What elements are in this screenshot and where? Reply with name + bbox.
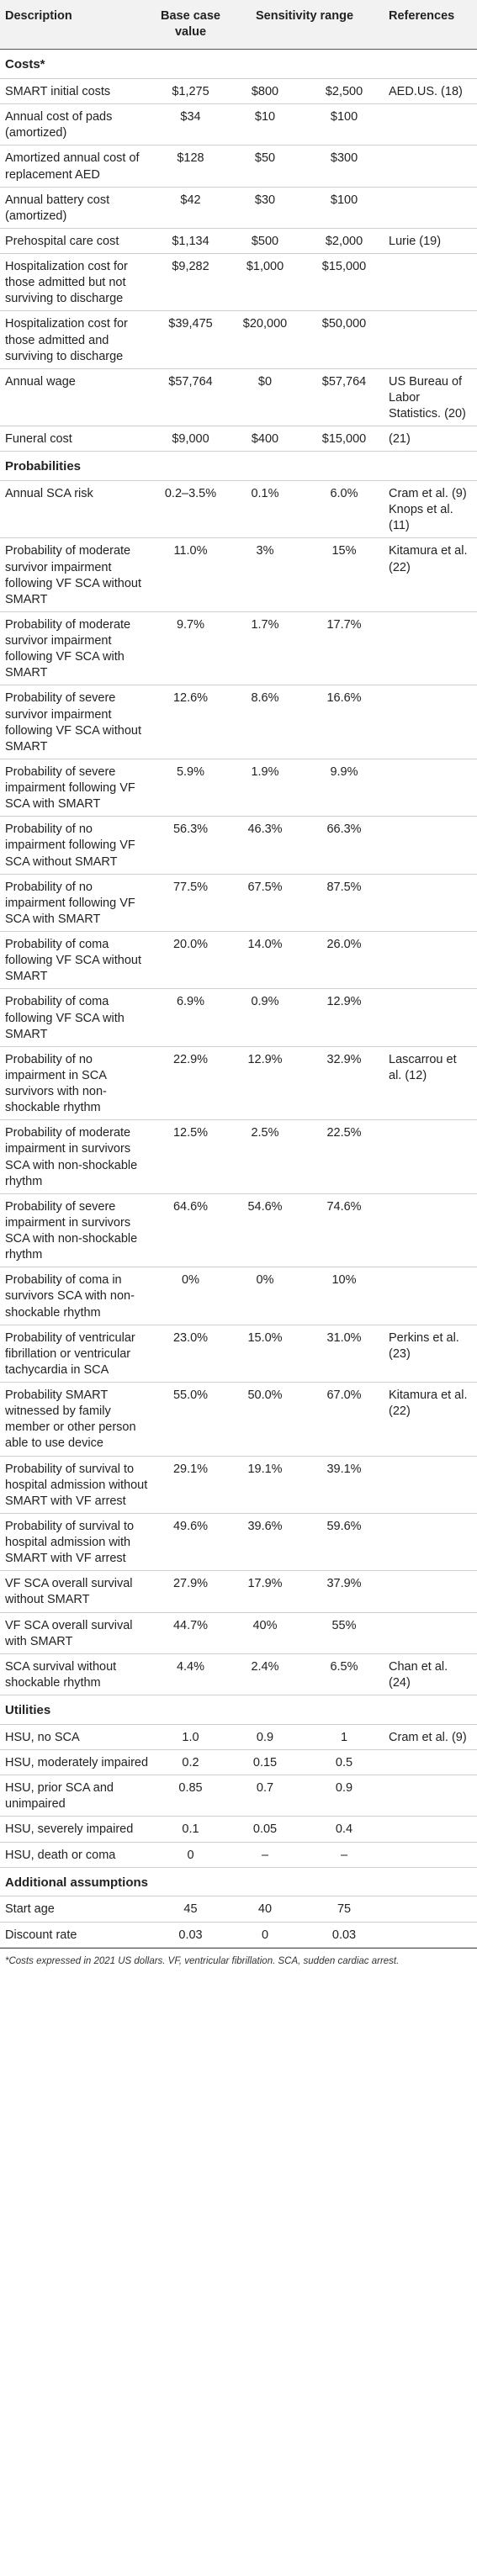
cell-range-low: 19.1% — [225, 1456, 305, 1513]
cell-reference — [384, 1842, 477, 1867]
cell-base-case: $57,764 — [156, 368, 225, 426]
table-row — [0, 1456, 477, 1513]
cell-reference: AED.US. (18) — [384, 79, 477, 104]
cell-base-case: 49.6% — [156, 1513, 225, 1570]
cell-reference — [384, 1922, 477, 1947]
table-row — [0, 368, 477, 426]
cell-reference: Cram et al. (9) Knops et al. (11) — [384, 481, 477, 538]
cell-reference: Perkins et al. (23) — [384, 1325, 477, 1382]
table-row — [0, 1750, 477, 1775]
cell-description: Probability of survival to hospital admission with SMART with VF arrest — [0, 1513, 156, 1570]
cell-range-low: $1,000 — [225, 254, 305, 311]
cell-range-high: 59.6% — [305, 1513, 384, 1570]
cell-range-low: 0.1% — [225, 481, 305, 538]
cell-base-case: $9,000 — [156, 426, 225, 452]
cell-reference: (21) — [384, 426, 477, 452]
cell-description: Probability of coma following VF SCA without SMART — [0, 932, 156, 989]
cell-range-high: 55% — [305, 1612, 384, 1653]
cell-base-case: 29.1% — [156, 1456, 225, 1513]
table-row — [0, 1046, 477, 1120]
cell-range-high: 0.03 — [305, 1922, 384, 1947]
cell-range-low: $10 — [225, 104, 305, 145]
cell-range-low: $30 — [225, 187, 305, 228]
table-row — [0, 1612, 477, 1653]
cell-range-high: $15,000 — [305, 426, 384, 452]
cell-reference — [384, 685, 477, 759]
cell-base-case: 0.85 — [156, 1775, 225, 1817]
cell-range-low: 8.6% — [225, 685, 305, 759]
cell-base-case: 6.9% — [156, 989, 225, 1046]
cell-range-high: $57,764 — [305, 368, 384, 426]
cell-range-low: 0 — [225, 1922, 305, 1947]
cell-description: Probability of moderate survivor impairment following VF SCA without SMART — [0, 538, 156, 612]
table-row — [0, 1325, 477, 1382]
table-row — [0, 932, 477, 989]
cell-range-high: 9.9% — [305, 759, 384, 816]
cell-base-case: $1,134 — [156, 228, 225, 253]
cell-range-high: $2,000 — [305, 228, 384, 253]
cell-description: HSU, death or coma — [0, 1842, 156, 1867]
cell-range-low: $400 — [225, 426, 305, 452]
cell-reference — [384, 1267, 477, 1325]
table-row — [0, 481, 477, 538]
table-row — [0, 1817, 477, 1842]
table-row — [0, 311, 477, 368]
table-row — [0, 1571, 477, 1612]
cell-range-low: $800 — [225, 79, 305, 104]
cell-description: HSU, no SCA — [0, 1724, 156, 1749]
cell-range-high: 32.9% — [305, 1046, 384, 1120]
cell-range-low: $0 — [225, 368, 305, 426]
cell-description: Discount rate — [0, 1922, 156, 1947]
cell-range-low: 0.9 — [225, 1724, 305, 1749]
cell-range-low: 0.7 — [225, 1775, 305, 1817]
section-label: Probabilities — [0, 452, 477, 481]
cell-base-case: 11.0% — [156, 538, 225, 612]
cell-base-case: 55.0% — [156, 1383, 225, 1457]
section-label: Additional assumptions — [0, 1867, 477, 1896]
cell-range-low: 54.6% — [225, 1193, 305, 1267]
cell-range-high: 0.5 — [305, 1750, 384, 1775]
header-row — [0, 0, 477, 50]
table-row — [0, 759, 477, 816]
cell-base-case: 0 — [156, 1842, 225, 1867]
section-row — [0, 1695, 477, 1725]
cell-description: VF SCA overall survival without SMART — [0, 1571, 156, 1612]
cell-base-case: 0.2 — [156, 1750, 225, 1775]
cell-description: Probability of no impairment following VF SCA with SMART — [0, 874, 156, 931]
cell-range-low: 46.3% — [225, 817, 305, 874]
table-row — [0, 426, 477, 452]
cell-range-high: 31.0% — [305, 1325, 384, 1382]
cell-range-high: 39.1% — [305, 1456, 384, 1513]
cell-reference — [384, 104, 477, 145]
cell-range-high: $15,000 — [305, 254, 384, 311]
header-references: References — [384, 0, 477, 50]
cell-range-low: 3% — [225, 538, 305, 612]
cell-base-case: 22.9% — [156, 1046, 225, 1120]
cell-range-high: 74.6% — [305, 1193, 384, 1267]
cell-reference — [384, 1612, 477, 1653]
cell-range-low: – — [225, 1842, 305, 1867]
cell-reference — [384, 817, 477, 874]
cell-range-low: 12.9% — [225, 1046, 305, 1120]
cell-reference: Kitamura et al. (22) — [384, 1383, 477, 1457]
cell-range-high: 12.9% — [305, 989, 384, 1046]
cell-range-low: 1.7% — [225, 611, 305, 685]
cell-reference — [384, 1193, 477, 1267]
cell-reference: Lurie (19) — [384, 228, 477, 253]
table-row — [0, 1653, 477, 1695]
cell-description: Probability of coma in survivors SCA with non-shockable rhythm — [0, 1267, 156, 1325]
cell-range-high: 22.5% — [305, 1120, 384, 1194]
cell-base-case: $42 — [156, 187, 225, 228]
cell-base-case: 4.4% — [156, 1653, 225, 1695]
cell-base-case: 64.6% — [156, 1193, 225, 1267]
cell-base-case: 12.5% — [156, 1120, 225, 1194]
cell-description: HSU, severely impaired — [0, 1817, 156, 1842]
table-footnote: *Costs expressed in 2021 US dollars. VF, ventricular fibrillation. SCA, sudden cardiac arrest. — [0, 1948, 477, 1969]
cell-reference — [384, 311, 477, 368]
table-row — [0, 538, 477, 612]
cell-range-high: 66.3% — [305, 817, 384, 874]
table-row — [0, 1896, 477, 1922]
cell-range-high: 1 — [305, 1724, 384, 1749]
cell-base-case: 56.3% — [156, 817, 225, 874]
cell-reference — [384, 254, 477, 311]
cell-description: Probability SMART witnessed by family member or other person able to use device — [0, 1383, 156, 1457]
table-body — [0, 50, 477, 1947]
cell-base-case: 0% — [156, 1267, 225, 1325]
cell-reference — [384, 1817, 477, 1842]
cell-description: Probability of moderate survivor impairment following VF SCA with SMART — [0, 611, 156, 685]
cell-description: HSU, prior SCA and unimpaired — [0, 1775, 156, 1817]
table-row — [0, 1513, 477, 1570]
section-row — [0, 452, 477, 481]
cell-description: Probability of severe impairment following VF SCA with SMART — [0, 759, 156, 816]
section-label: Utilities — [0, 1695, 477, 1725]
cell-description: Start age — [0, 1896, 156, 1922]
table-row — [0, 1267, 477, 1325]
table-row — [0, 79, 477, 104]
cell-range-low: 40 — [225, 1896, 305, 1922]
table-row — [0, 1842, 477, 1867]
cell-range-low: $20,000 — [225, 311, 305, 368]
cell-reference: Cram et al. (9) — [384, 1724, 477, 1749]
cell-range-low: 40% — [225, 1612, 305, 1653]
cell-description: Probability of severe impairment in survivors SCA with non-shockable rhythm — [0, 1193, 156, 1267]
section-label: Costs* — [0, 50, 477, 79]
table-row — [0, 228, 477, 253]
table-row — [0, 1193, 477, 1267]
cell-reference — [384, 1896, 477, 1922]
cell-reference — [384, 1513, 477, 1570]
header-base-case: Base case value — [156, 0, 225, 50]
cell-base-case: 77.5% — [156, 874, 225, 931]
cell-base-case: 0.1 — [156, 1817, 225, 1842]
cell-range-high: 15% — [305, 538, 384, 612]
cell-reference — [384, 932, 477, 989]
cell-description: Probability of ventricular fibrillation or ventricular tachycardia in SCA — [0, 1325, 156, 1382]
cell-range-high: $100 — [305, 104, 384, 145]
cell-range-high: 75 — [305, 1896, 384, 1922]
cell-range-low: 2.5% — [225, 1120, 305, 1194]
cell-reference: Kitamura et al. (22) — [384, 538, 477, 612]
cell-range-low: 17.9% — [225, 1571, 305, 1612]
cell-description: Probability of severe survivor impairment following VF SCA without SMART — [0, 685, 156, 759]
cell-range-low: 39.6% — [225, 1513, 305, 1570]
cell-range-low: 15.0% — [225, 1325, 305, 1382]
cell-base-case: $34 — [156, 104, 225, 145]
header-description: Description — [0, 0, 156, 50]
cell-range-low: $500 — [225, 228, 305, 253]
table-row — [0, 104, 477, 145]
cell-range-low: 0.9% — [225, 989, 305, 1046]
cell-range-high: 87.5% — [305, 874, 384, 931]
cell-description: Annual wage — [0, 368, 156, 426]
cell-range-high: 6.0% — [305, 481, 384, 538]
header-sensitivity-range: Sensitivity range — [225, 0, 384, 50]
cell-description: Hospitalization cost for those admitted and surviving to discharge — [0, 311, 156, 368]
cell-reference — [384, 874, 477, 931]
cell-reference — [384, 989, 477, 1046]
table-row — [0, 874, 477, 931]
cell-range-low: 50.0% — [225, 1383, 305, 1457]
cell-range-low: 1.9% — [225, 759, 305, 816]
cell-description: SMART initial costs — [0, 79, 156, 104]
table-row — [0, 1724, 477, 1749]
cell-description: Annual battery cost (amortized) — [0, 187, 156, 228]
table-row — [0, 989, 477, 1046]
table-row — [0, 1383, 477, 1457]
cell-description: Probability of no impairment in SCA survivors with non-shockable rhythm — [0, 1046, 156, 1120]
cell-range-high: 0.9 — [305, 1775, 384, 1817]
cell-base-case: $9,282 — [156, 254, 225, 311]
cell-description: Probability of coma following VF SCA with SMART — [0, 989, 156, 1046]
cell-description: SCA survival without shockable rhythm — [0, 1653, 156, 1695]
cell-range-high: 6.5% — [305, 1653, 384, 1695]
section-row — [0, 50, 477, 79]
cell-base-case: $128 — [156, 145, 225, 187]
cell-base-case: 0.03 — [156, 1922, 225, 1947]
table-row — [0, 685, 477, 759]
cell-range-low: 2.4% — [225, 1653, 305, 1695]
cell-base-case: 9.7% — [156, 611, 225, 685]
table-row — [0, 817, 477, 874]
cell-description: Funeral cost — [0, 426, 156, 452]
cell-reference — [384, 1120, 477, 1194]
cell-base-case: 44.7% — [156, 1612, 225, 1653]
table-row — [0, 611, 477, 685]
cell-range-low: 0.05 — [225, 1817, 305, 1842]
cell-base-case: 1.0 — [156, 1724, 225, 1749]
section-row — [0, 1867, 477, 1896]
cell-base-case: $1,275 — [156, 79, 225, 104]
cell-base-case: 5.9% — [156, 759, 225, 816]
cell-reference — [384, 611, 477, 685]
cell-description: Amortized annual cost of replacement AED — [0, 145, 156, 187]
cell-range-low: $50 — [225, 145, 305, 187]
cell-description: Prehospital care cost — [0, 228, 156, 253]
table-row — [0, 187, 477, 228]
cell-range-low: 67.5% — [225, 874, 305, 931]
cell-reference — [384, 1571, 477, 1612]
table-row — [0, 1120, 477, 1194]
cell-range-high: 37.9% — [305, 1571, 384, 1612]
cell-description: Probability of moderate impairment in survivors SCA with non-shockable rhythm — [0, 1120, 156, 1194]
cell-range-high: 0.4 — [305, 1817, 384, 1842]
cell-reference — [384, 187, 477, 228]
cell-base-case: 0.2–3.5% — [156, 481, 225, 538]
cell-reference — [384, 1456, 477, 1513]
cell-reference — [384, 145, 477, 187]
cell-range-high: $2,500 — [305, 79, 384, 104]
cell-base-case: $39,475 — [156, 311, 225, 368]
cell-range-high: 26.0% — [305, 932, 384, 989]
cell-base-case: 20.0% — [156, 932, 225, 989]
cell-range-high: 67.0% — [305, 1383, 384, 1457]
cell-range-high: 17.7% — [305, 611, 384, 685]
cell-range-low: 14.0% — [225, 932, 305, 989]
cell-reference — [384, 1775, 477, 1817]
cell-base-case: 45 — [156, 1896, 225, 1922]
cell-reference — [384, 759, 477, 816]
cell-description: Probability of survival to hospital admission without SMART with VF arrest — [0, 1456, 156, 1513]
cell-reference: Lascarrou et al. (12) — [384, 1046, 477, 1120]
cell-reference — [384, 1750, 477, 1775]
cell-range-low: 0.15 — [225, 1750, 305, 1775]
cell-range-high: $100 — [305, 187, 384, 228]
cell-range-low: 0% — [225, 1267, 305, 1325]
cell-range-high: $50,000 — [305, 311, 384, 368]
cell-description: Hospitalization cost for those admitted but not surviving to discharge — [0, 254, 156, 311]
cell-range-high: 10% — [305, 1267, 384, 1325]
cell-description: Annual cost of pads (amortized) — [0, 104, 156, 145]
table-row — [0, 1775, 477, 1817]
cell-description: HSU, moderately impaired — [0, 1750, 156, 1775]
cell-base-case: 27.9% — [156, 1571, 225, 1612]
cell-range-high: – — [305, 1842, 384, 1867]
cell-range-high: $300 — [305, 145, 384, 187]
table-row — [0, 254, 477, 311]
cell-description: VF SCA overall survival with SMART — [0, 1612, 156, 1653]
cell-base-case: 12.6% — [156, 685, 225, 759]
table-row — [0, 1922, 477, 1947]
cell-description: Probability of no impairment following VF SCA without SMART — [0, 817, 156, 874]
cell-base-case: 23.0% — [156, 1325, 225, 1382]
cell-reference: Chan et al. (24) — [384, 1653, 477, 1695]
cell-description: Annual SCA risk — [0, 481, 156, 538]
cell-range-high: 16.6% — [305, 685, 384, 759]
cell-reference: US Bureau of Labor Statistics. (20) — [384, 368, 477, 426]
table-row — [0, 145, 477, 187]
